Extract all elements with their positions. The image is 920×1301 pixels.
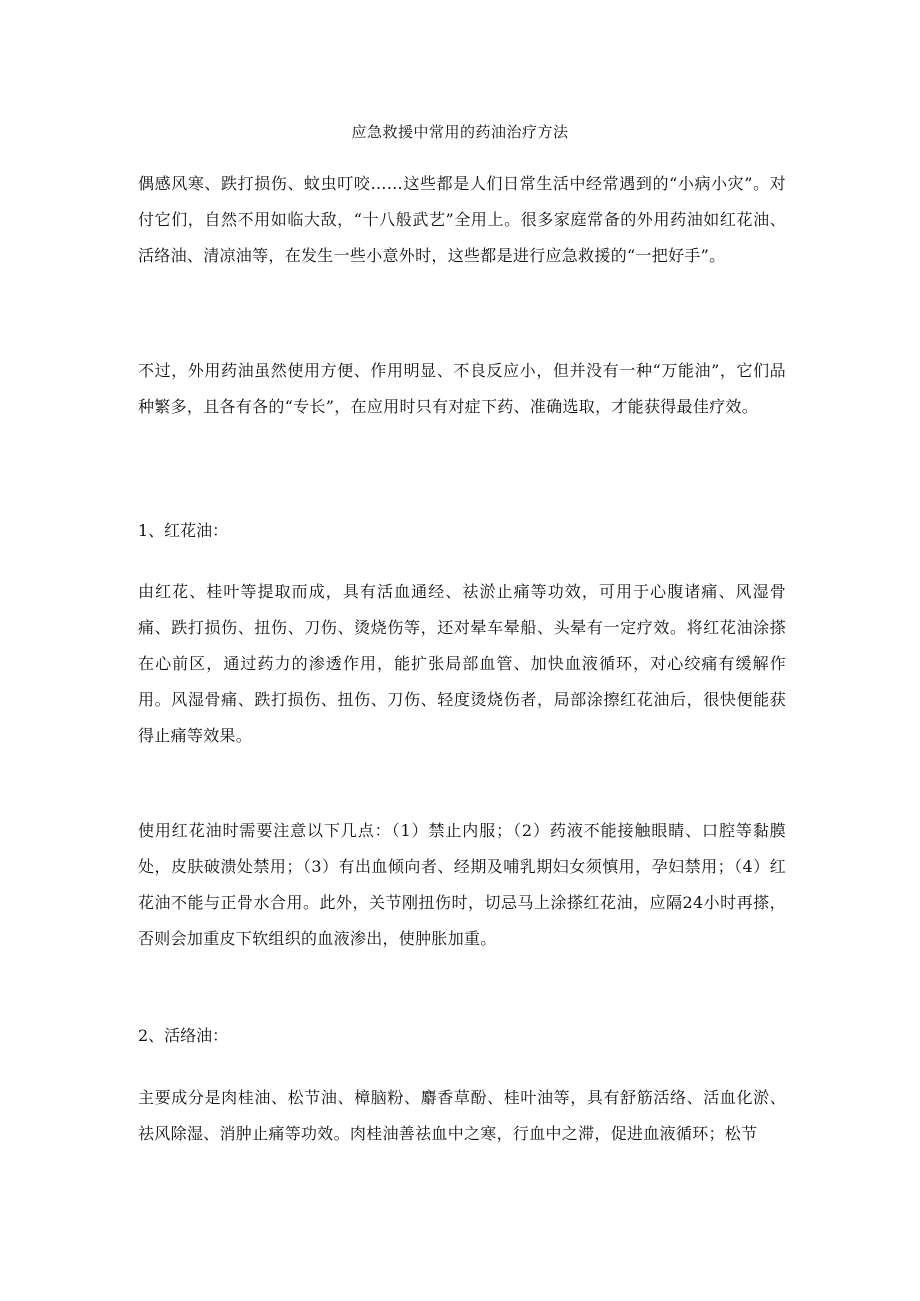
- document-title: 应急救援中常用的药油治疗方法: [351, 123, 569, 141]
- intro-paragraph-2: 不过，外用药油虽然使用方便、作用明显、不良反应小，但并没有一种“万能油”，它们品种繁多，且各有各的“专长”，在应用时只有对症下药、准确选取，才能获得最佳疗效。: [138, 361, 786, 416]
- section-2-paragraph-1: 主要成分是肉桂油、松节油、樟脑粉、麝香草酚、桂叶油等，具有舒筋活络、活血化淤、祛风除湿、消肿止痛等功效。肉桂油善祛血中之寒，行血中之滞，促进血液循环；松节: [138, 1088, 786, 1143]
- section-1-paragraph-2: 使用红花油时需要注意以下几点：（1）禁止内服；（2）药液不能接触眼睛、口腔等黏膜处，皮肤破溃处禁用；（3）有出血倾向者、经期及哺乳期妇女须慎用，孕妇禁用；（4）红花油不能与正骨水合用。此外，关节刚扭伤时，切忌马上涂搽红花油，应隔24小时再搽，否则会加重皮下软组织的血液渗出，使肿胀加重。: [138, 821, 786, 948]
- intro-paragraph-1: 偶感风寒、跌打损伤、蚊虫叮咬……这些都是人们日常生活中经常遇到的“小病小灾”。对付它们，自然不用如临大敌，“十八般武艺”全用上。很多家庭常备的外用药油如红花油、活络油、清凉油等，在发生一些小意外时，这些都是进行应急救援的“一把好手”。: [138, 174, 786, 265]
- section-heading-huoluo-oil: 2、活络油：: [138, 1026, 229, 1045]
- section-1-paragraph-1: 由红花、桂叶等提取而成，具有活血通经、祛淤止痛等功效，可用于心腹诸痛、风湿骨痛、跌打损伤、扭伤、刀伤、烫烧伤等，还对晕车晕船、头晕有一定疗效。将红花油涂搽在心前区，通过药力的渗透作用，能扩张局部血管、加快血液循环，对心绞痛有缓解作用。风湿骨痛、跌打损伤、扭伤、刀伤、轻度烫烧伤者，局部涂擦红花油后，很快便能获得止痛等效果。: [138, 582, 786, 745]
- section-heading-honghua-oil: 1、红花油：: [138, 521, 229, 540]
